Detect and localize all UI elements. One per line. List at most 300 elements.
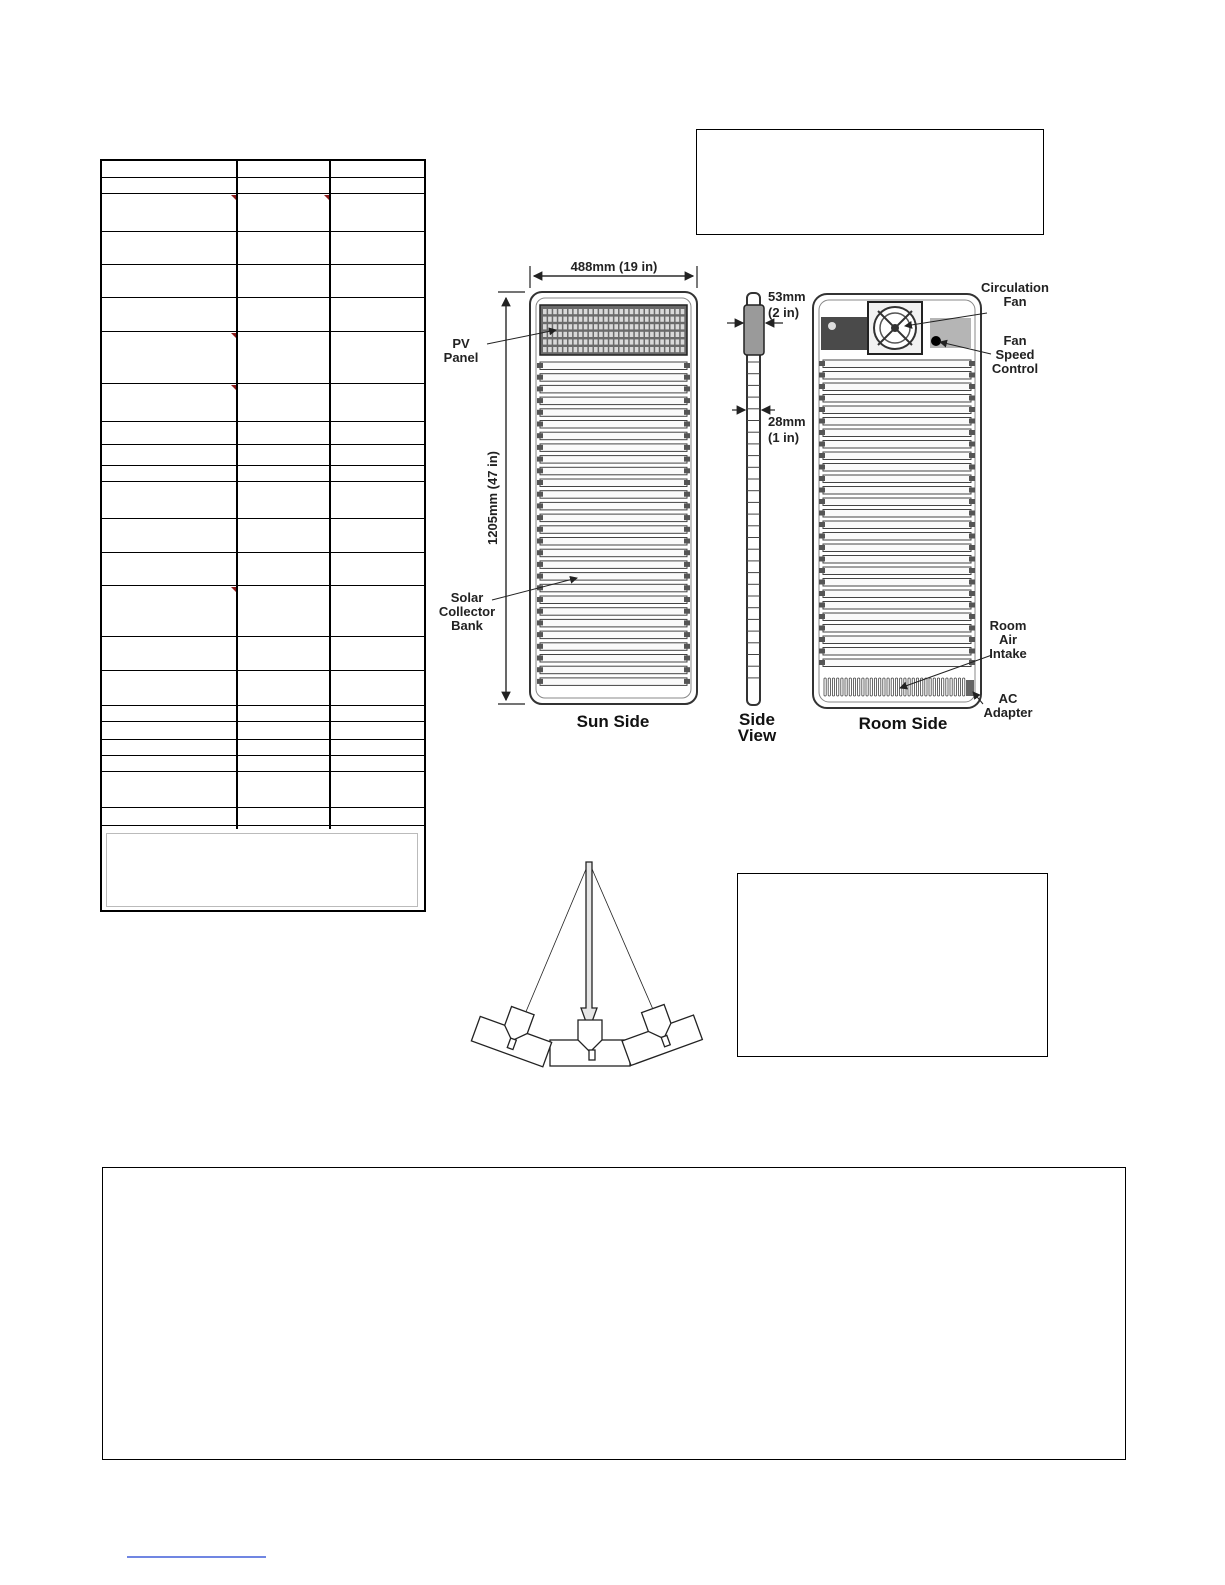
pv-cell [574,332,578,337]
pv-cell [589,309,593,314]
pv-cell [589,332,593,337]
pv-cell [650,324,654,329]
tube-end-cap [819,499,825,504]
pv-cell [584,347,588,352]
pv-cell [558,317,562,322]
pv-cell [604,317,608,322]
pv-cell [625,347,629,352]
pv-cell [625,339,629,344]
pv-cell [609,339,613,344]
pv-cell [640,309,644,314]
collector-tube [540,608,687,616]
pv-cell [574,339,578,344]
tube-end-cap [537,445,543,450]
solar-collector-tubes [537,362,690,685]
collector-tube [540,666,687,674]
intake-slot [866,678,868,696]
pv-cell [574,324,578,329]
tube-end-cap [969,649,975,654]
pv-cell [614,347,618,352]
collector-tube [540,631,687,639]
pv-cell [671,332,675,337]
tube-end-cap [537,492,543,497]
tube-end-cap [969,614,975,619]
tube-end-cap [537,620,543,625]
panel-right [615,996,702,1065]
pv-cell [548,324,552,329]
tube-end-cap [969,430,975,435]
tube-end-cap [684,562,690,567]
pv-cell [671,339,675,344]
fan-speed-knob [931,336,941,346]
collector-tube [540,362,687,370]
tube-end-cap [684,375,690,380]
pv-cell [655,317,659,322]
collector-tube [540,573,687,581]
tube-end-cap [684,398,690,403]
pv-cell [640,339,644,344]
tube-end-cap [969,534,975,539]
pv-cell [630,339,634,344]
pv-cell [681,332,685,337]
pv-cell [665,332,669,337]
pv-cell [671,347,675,352]
pv-cell [563,309,567,314]
collector-tube [540,561,687,569]
pv-cell [548,339,552,344]
pv-cell [543,347,547,352]
intake-slot [891,678,893,696]
room-collector-tube [823,360,971,368]
tube-end-cap [969,511,975,516]
tube-end-cap [684,445,690,450]
pv-cell [599,309,603,314]
pv-cell [574,317,578,322]
intake-slot [954,678,956,696]
pv-cell [563,317,567,322]
tube-end-cap [684,667,690,672]
pv-cell [609,332,613,337]
tube-end-cap [969,384,975,389]
pv-cell [640,347,644,352]
pv-cell [543,339,547,344]
pv-cell [599,332,603,337]
pv-cell [558,347,562,352]
intake-slot [862,678,864,696]
room-collector-tube [823,533,971,541]
pv-cell [650,309,654,314]
tube-end-cap [537,644,543,649]
room-side-caption: Room Side [858,714,948,733]
pv-cell [604,332,608,337]
room-collector-tube [823,418,971,426]
tube-end-cap [684,480,690,485]
pv-cell [553,347,557,352]
side-view [744,293,764,705]
pv-cell [604,339,608,344]
intake-slot [845,678,847,696]
collector-tube [540,655,687,663]
pv-cell [640,332,644,337]
tube-end-cap [684,515,690,520]
tube-end-cap [537,632,543,637]
pv-cell [589,317,593,322]
pv-cell [681,339,685,344]
pv-cell [630,317,634,322]
room-collector-tube [823,602,971,610]
pv-cell [579,317,583,322]
pv-cell [604,347,608,352]
tube-end-cap [819,488,825,493]
pv-cell [655,332,659,337]
room-collector-tube [823,567,971,575]
pv-cell [558,324,562,329]
pv-cell [594,347,598,352]
collector-tube [540,584,687,592]
pv-cell [635,332,639,337]
room-collector-tube [823,579,971,587]
pv-cell [676,317,680,322]
pv-cell [584,339,588,344]
pv-cell [569,317,573,322]
tube-end-cap [819,476,825,481]
side-fan-housing [744,305,764,355]
collector-tube [540,596,687,604]
tube-end-cap [819,442,825,447]
circulation-fan-label: Fan [1003,294,1027,309]
pv-cell [584,324,588,329]
width-dimension: 488mm (19 in) [570,259,658,274]
pv-cell [650,332,654,337]
tube-end-cap [819,534,825,539]
room-air-intake-label: Air [998,632,1018,647]
pv-cell [620,339,624,344]
pv-cell [625,332,629,337]
pv-cell [579,347,583,352]
tube-end-cap [537,515,543,520]
pv-cell [543,317,547,322]
intake-slot [929,678,931,696]
tube-end-cap [537,386,543,391]
pv-cell [635,347,639,352]
pv-cell [635,309,639,314]
tube-end-cap [537,597,543,602]
intake-slot [883,678,885,696]
tube-end-cap [684,433,690,438]
intake-slot [933,678,935,696]
collector-tube [540,526,687,534]
pv-panel-label: Panel [443,350,479,365]
pv-cell [630,347,634,352]
depth-body-dimension: 28mm [768,414,806,429]
room-collector-tube [823,510,971,518]
pv-cell [574,309,578,314]
collector-tube [540,502,687,510]
tube-end-cap [684,632,690,637]
intake-slot [853,678,855,696]
intake-slot [841,678,843,696]
tube-end-cap [537,562,543,567]
intake-slot [874,678,876,696]
tube-end-cap [819,545,825,550]
pv-cell [548,309,552,314]
pv-cell [635,317,639,322]
pv-cell [625,309,629,314]
pv-cell [645,324,649,329]
collector-tube [540,538,687,546]
collector-tube [540,643,687,651]
tube-end-cap [969,419,975,424]
tube-end-cap [537,410,543,415]
pv-cell [604,324,608,329]
collector-tube [540,374,687,382]
intake-slot [858,678,860,696]
pv-cell [569,347,573,352]
pv-cell [563,339,567,344]
tube-end-cap [819,419,825,424]
pv-cell [681,347,685,352]
ac-adapter-label: Adapter [983,705,1033,720]
room-collector-tube [823,406,971,414]
pv-cell [553,324,557,329]
pv-cell [645,309,649,314]
pv-cell [620,332,624,337]
pv-cell [620,347,624,352]
pv-cell [599,347,603,352]
tube-end-cap [684,539,690,544]
intake-slot [950,678,952,696]
tube-end-cap [969,396,975,401]
pv-cell [620,324,624,329]
pv-cell [543,309,547,314]
intake-slot [958,678,960,696]
product-label-plate [821,317,868,350]
pv-panel [540,305,687,355]
collector-tube [540,514,687,522]
pv-cell [625,324,629,329]
pv-cell [594,309,598,314]
intake-slot [916,678,918,696]
pv-cell [574,347,578,352]
pv-cell [609,309,613,314]
collector-tube [540,444,687,452]
pv-cell [625,317,629,322]
pv-cell [594,324,598,329]
tube-end-cap [537,667,543,672]
room-collector-tube [823,544,971,552]
tube-end-cap [969,557,975,562]
pv-cell [630,324,634,329]
collector-tube [540,397,687,405]
logo-icon [828,322,836,330]
intake-slot [837,678,839,696]
pv-cell [676,309,680,314]
pv-cell [665,309,669,314]
tube-end-cap [819,660,825,665]
collector-tube [540,385,687,393]
tube-end-cap [819,580,825,585]
tube-end-cap [537,539,543,544]
collector-tube [540,479,687,487]
pv-cell [589,347,593,352]
pv-cell [548,347,552,352]
pv-cell [635,324,639,329]
pv-cell [599,339,603,344]
room-air-intake-label: Room [989,618,1027,633]
tube-end-cap [684,386,690,391]
room-air-intake [824,678,965,696]
intake-slot [895,678,897,696]
tube-end-cap [537,375,543,380]
room-collector-tube [823,613,971,621]
room-collector-tube [823,464,971,472]
pv-cell [614,317,618,322]
panel-left [471,998,558,1067]
tube-end-cap [969,499,975,504]
room-collector-tube [823,487,971,495]
room-collector-tube [823,636,971,644]
tube-end-cap [819,522,825,527]
collector-tube [540,678,687,686]
room-side-view [813,294,981,708]
pv-cell [569,339,573,344]
pv-cell [640,317,644,322]
tube-end-cap [537,422,543,427]
room-collector-tube [823,372,971,380]
pv-cell [563,324,567,329]
pv-cell [660,347,664,352]
pv-cell [650,347,654,352]
pv-cell [599,324,603,329]
tube-end-cap [684,679,690,684]
collector-tube [540,456,687,464]
pv-cell [599,317,603,322]
side-view-caption: Side [739,710,775,729]
pv-cell [558,339,562,344]
pv-cell [543,324,547,329]
tube-end-cap [684,410,690,415]
pv-cell [584,332,588,337]
pv-cell [681,324,685,329]
tube-end-cap [684,597,690,602]
pv-cell [665,324,669,329]
room-collector-tube [823,590,971,598]
tube-end-cap [819,603,825,608]
pv-cell [681,317,685,322]
room-collector-tubes [819,360,975,667]
pv-cell [584,317,588,322]
pv-cell [614,309,618,314]
tube-end-cap [819,361,825,366]
tube-end-cap [537,468,543,473]
room-collector-tube [823,556,971,564]
fan-speed-label: Speed [995,347,1035,362]
room-collector-tube [823,441,971,449]
collector-tube [540,467,687,475]
rotation-diagram [471,862,702,1067]
pv-cell [569,332,573,337]
tube-end-cap [819,637,825,642]
intake-slot [849,678,851,696]
pv-cell [671,309,675,314]
tube-end-cap [969,373,975,378]
room-collector-tube [823,659,971,667]
tube-end-cap [969,407,975,412]
pv-cell [655,347,659,352]
tube-end-cap [969,453,975,458]
tube-end-cap [969,442,975,447]
pv-cell [650,317,654,322]
tube-end-cap [537,363,543,368]
pv-cell [650,339,654,344]
pv-cell [660,317,664,322]
room-air-intake-label: Intake [989,646,1027,661]
intake-slot [832,678,834,696]
tube-end-cap [684,574,690,579]
pv-cell [681,309,685,314]
pv-cell [609,317,613,322]
intake-slot [908,678,910,696]
pv-cell [594,332,598,337]
intake-slot [824,678,826,696]
tube-end-cap [969,465,975,470]
pv-cell [655,324,659,329]
tube-end-cap [819,626,825,631]
pv-cell [655,309,659,314]
circulation-fan-label: Circulation [981,280,1049,295]
tube-end-cap [537,503,543,508]
tube-end-cap [819,557,825,562]
intake-slot [912,678,914,696]
tube-end-cap [537,433,543,438]
pv-cell [635,339,639,344]
tube-end-cap [684,503,690,508]
solar-collector-label: Collector [438,604,496,619]
pv-cell [579,324,583,329]
tube-end-cap [969,603,975,608]
pv-cell [569,324,573,329]
pv-cell [553,309,557,314]
pv-cell [645,339,649,344]
tube-end-cap [969,626,975,631]
tube-end-cap [684,457,690,462]
tube-end-cap [684,468,690,473]
tube-end-cap [537,656,543,661]
tube-end-cap [537,527,543,532]
pv-cell [553,317,557,322]
collector-tube [540,549,687,557]
tube-end-cap [969,522,975,527]
tube-end-cap [537,398,543,403]
ac-adapter-label: AC [998,691,1018,706]
tube-end-cap [684,585,690,590]
pv-cell [620,317,624,322]
tube-end-cap [819,649,825,654]
pv-cell [645,347,649,352]
room-collector-tube [823,648,971,656]
tube-end-cap [684,363,690,368]
pv-cell [671,324,675,329]
pv-cell [609,324,613,329]
room-collector-tube [823,498,971,506]
pv-cell [584,309,588,314]
pv-cell [671,317,675,322]
pv-cell [665,339,669,344]
pv-cell [548,317,552,322]
tube-end-cap [537,550,543,555]
room-collector-tube [823,625,971,633]
pv-panel-label: PV [452,336,470,351]
